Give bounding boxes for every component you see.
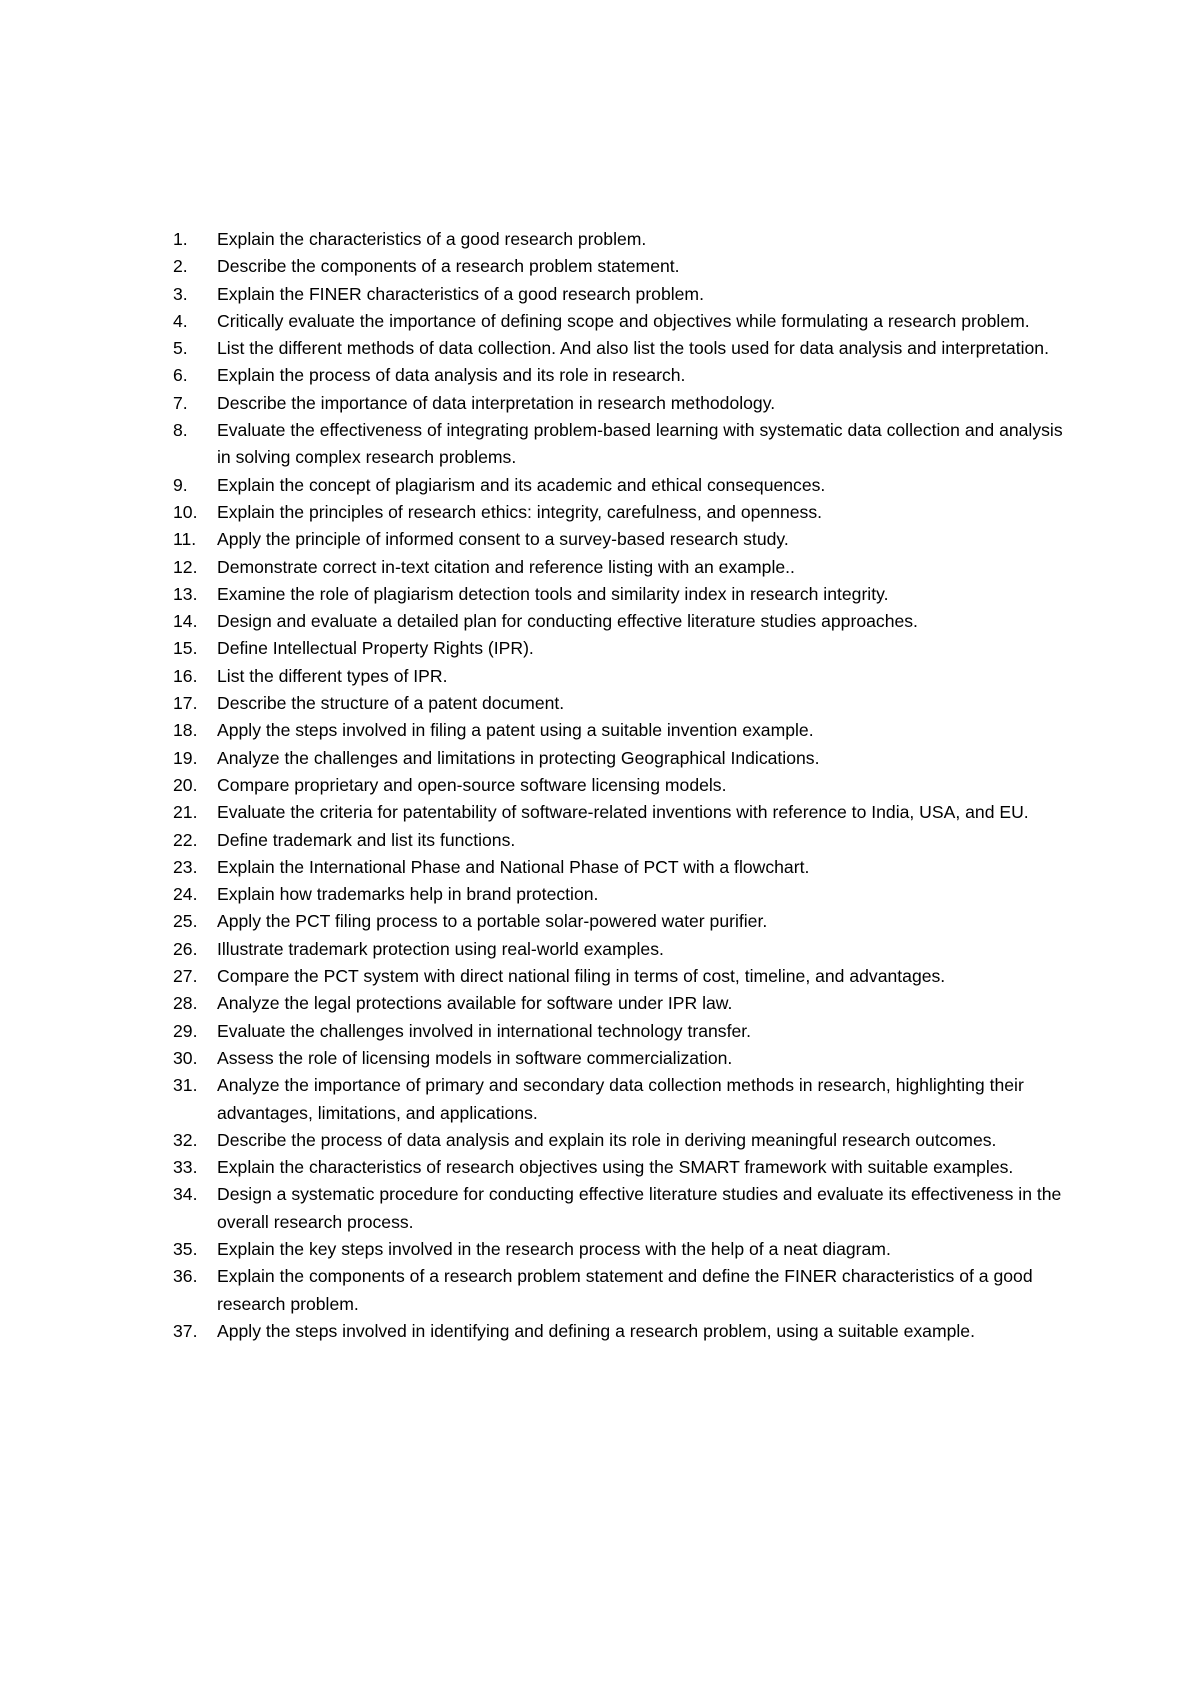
question-item <box>173 472 1073 499</box>
question-text: Examine the role of plagiarism detection tools and similarity index in research integrity. <box>217 583 889 604</box>
question-text: Explain the key steps involved in the research process with the help of a neat diagram. <box>217 1238 891 1259</box>
question-number: 23. <box>173 856 198 877</box>
question-item <box>173 663 1073 690</box>
question-number: 13. <box>173 583 198 604</box>
question-text: Design a systematic procedure for conducting effective literature studies and evaluate its effectiveness in the overall research process. <box>217 1184 1062 1232</box>
question-text: Describe the components of a research problem statement. <box>217 256 680 277</box>
question-text: Explain the concept of plagiarism and its academic and ethical consequences. <box>217 474 826 495</box>
question-number: 34. <box>173 1184 198 1205</box>
question-text: Evaluate the challenges involved in international technology transfer. <box>217 1020 752 1041</box>
question-number: 10. <box>173 501 198 522</box>
question-item <box>173 717 1073 744</box>
question-text: List the different types of IPR. <box>217 665 448 686</box>
question-number: 21. <box>173 802 198 823</box>
question-number: 28. <box>173 993 198 1014</box>
question-number: 29. <box>173 1020 198 1041</box>
question-text: Explain how trademarks help in brand protection. <box>217 884 599 905</box>
question-item <box>173 772 1073 799</box>
question-text: Critically evaluate the importance of defining scope and objectives while formulating a research problem. <box>217 310 1030 331</box>
question-number: 22. <box>173 829 198 850</box>
question-text: Explain the process of data analysis and its role in research. <box>217 365 686 386</box>
question-item <box>173 226 1073 253</box>
question-text: Describe the importance of data interpretation in research methodology. <box>217 392 776 413</box>
question-number: 15. <box>173 638 198 659</box>
question-text: Explain the components of a research problem statement and define the FINER characteristics of a good research problem. <box>217 1266 1033 1314</box>
question-number: 24. <box>173 884 198 905</box>
question-number: 32. <box>173 1129 198 1150</box>
question-number: 26. <box>173 938 198 959</box>
question-number: 36. <box>173 1266 198 1287</box>
question-number: 6. <box>173 365 188 386</box>
question-item <box>173 827 1073 854</box>
question-item <box>173 581 1073 608</box>
question-item <box>173 362 1073 389</box>
question-number: 4. <box>173 310 188 331</box>
question-item <box>173 1018 1073 1045</box>
question-item <box>173 635 1073 662</box>
question-item <box>173 1263 1073 1318</box>
question-text: Apply the steps involved in filing a patent using a suitable invention example. <box>217 720 814 741</box>
question-number: 33. <box>173 1157 198 1178</box>
question-item <box>173 608 1073 635</box>
question-text: Describe the structure of a patent document. <box>217 693 565 714</box>
question-item <box>173 526 1073 553</box>
question-text: Apply the steps involved in identifying and defining a research problem, using a suitable example. <box>217 1320 975 1341</box>
question-number: 12. <box>173 556 198 577</box>
question-text: Design and evaluate a detailed plan for conducting effective literature studies approaches. <box>217 611 918 632</box>
question-item <box>173 936 1073 963</box>
question-text: Describe the process of data analysis and explain its role in deriving meaningful research outcomes. <box>217 1129 997 1150</box>
question-text: Explain the characteristics of a good research problem. <box>217 229 647 249</box>
question-text: Analyze the challenges and limitations in protecting Geographical Indications. <box>217 747 820 768</box>
question-item <box>173 335 1073 362</box>
question-item <box>173 1045 1073 1072</box>
question-number: 27. <box>173 966 198 987</box>
question-number: 17. <box>173 693 198 714</box>
question-item <box>173 990 1073 1017</box>
question-text: Explain the characteristics of research objectives using the SMART framework with suitable examples. <box>217 1157 1014 1178</box>
question-item <box>173 745 1073 772</box>
question-number: 35. <box>173 1238 198 1259</box>
question-number: 18. <box>173 720 198 741</box>
question-text: List the different methods of data collection. And also list the tools used for data analysis and interpretation. <box>217 338 1049 359</box>
question-number: 11. <box>173 529 197 550</box>
question-number: 1. <box>173 229 188 249</box>
question-text: Evaluate the effectiveness of integrating problem-based learning with systematic data collection and analysis in solving complex research problems. <box>217 420 1063 468</box>
question-item <box>173 417 1073 472</box>
question-number: 20. <box>173 774 198 795</box>
question-text: Explain the International Phase and National Phase of PCT with a flowchart. <box>217 856 810 877</box>
question-item <box>173 1154 1073 1181</box>
question-number: 31. <box>173 1075 198 1096</box>
question-number: 14. <box>173 611 198 632</box>
question-number: 8. <box>173 420 188 441</box>
question-text: Evaluate the criteria for patentability of software-related inventions with reference to India, USA, and EU. <box>217 802 1029 823</box>
question-item <box>173 499 1073 526</box>
question-number: 30. <box>173 1047 198 1068</box>
question-number: 2. <box>173 256 188 277</box>
question-item <box>173 1236 1073 1263</box>
question-item <box>173 554 1073 581</box>
question-text: Explain the principles of research ethics: integrity, carefulness, and openness. <box>217 501 823 522</box>
question-item <box>173 390 1073 417</box>
question-text: Illustrate trademark protection using real-world examples. <box>217 938 664 959</box>
question-item <box>173 881 1073 908</box>
question-text: Analyze the legal protections available for software under IPR law. <box>217 993 733 1014</box>
question-text: Analyze the importance of primary and secondary data collection methods in research, highlighting their advantages, limitations, and applications. <box>217 1075 1024 1123</box>
question-text: Assess the role of licensing models in software commercialization. <box>217 1047 733 1068</box>
question-item <box>173 1072 1073 1127</box>
question-text: Explain the FINER characteristics of a good research problem. <box>217 283 704 304</box>
question-text: Define Intellectual Property Rights (IPR). <box>217 638 534 659</box>
question-item <box>173 799 1073 826</box>
question-list <box>173 226 1073 1345</box>
question-text: Apply the principle of informed consent to a survey-based research study. <box>217 529 789 550</box>
question-number: 7. <box>173 392 188 413</box>
question-number: 16. <box>173 665 198 686</box>
question-item <box>173 1318 1073 1345</box>
question-item <box>173 308 1073 335</box>
question-number: 19. <box>173 747 198 768</box>
question-item <box>173 690 1073 717</box>
question-number: 37. <box>173 1320 198 1341</box>
question-text: Compare proprietary and open-source software licensing models. <box>217 774 727 795</box>
question-item <box>173 963 1073 990</box>
question-number: 5. <box>173 338 188 359</box>
question-item <box>173 1127 1073 1154</box>
question-text: Define trademark and list its functions. <box>217 829 516 850</box>
question-text: Apply the PCT filing process to a portable solar-powered water purifier. <box>217 911 768 932</box>
question-number: 9. <box>173 474 188 495</box>
question-text: Compare the PCT system with direct national filing in terms of cost, timeline, and advantages. <box>217 966 946 987</box>
question-item <box>173 854 1073 881</box>
question-item <box>173 253 1073 280</box>
question-number: 3. <box>173 283 188 304</box>
question-item <box>173 281 1073 308</box>
question-number: 25. <box>173 911 198 932</box>
question-item <box>173 1181 1073 1236</box>
question-text: Demonstrate correct in-text citation and reference listing with an example.. <box>217 556 795 577</box>
question-item <box>173 908 1073 935</box>
